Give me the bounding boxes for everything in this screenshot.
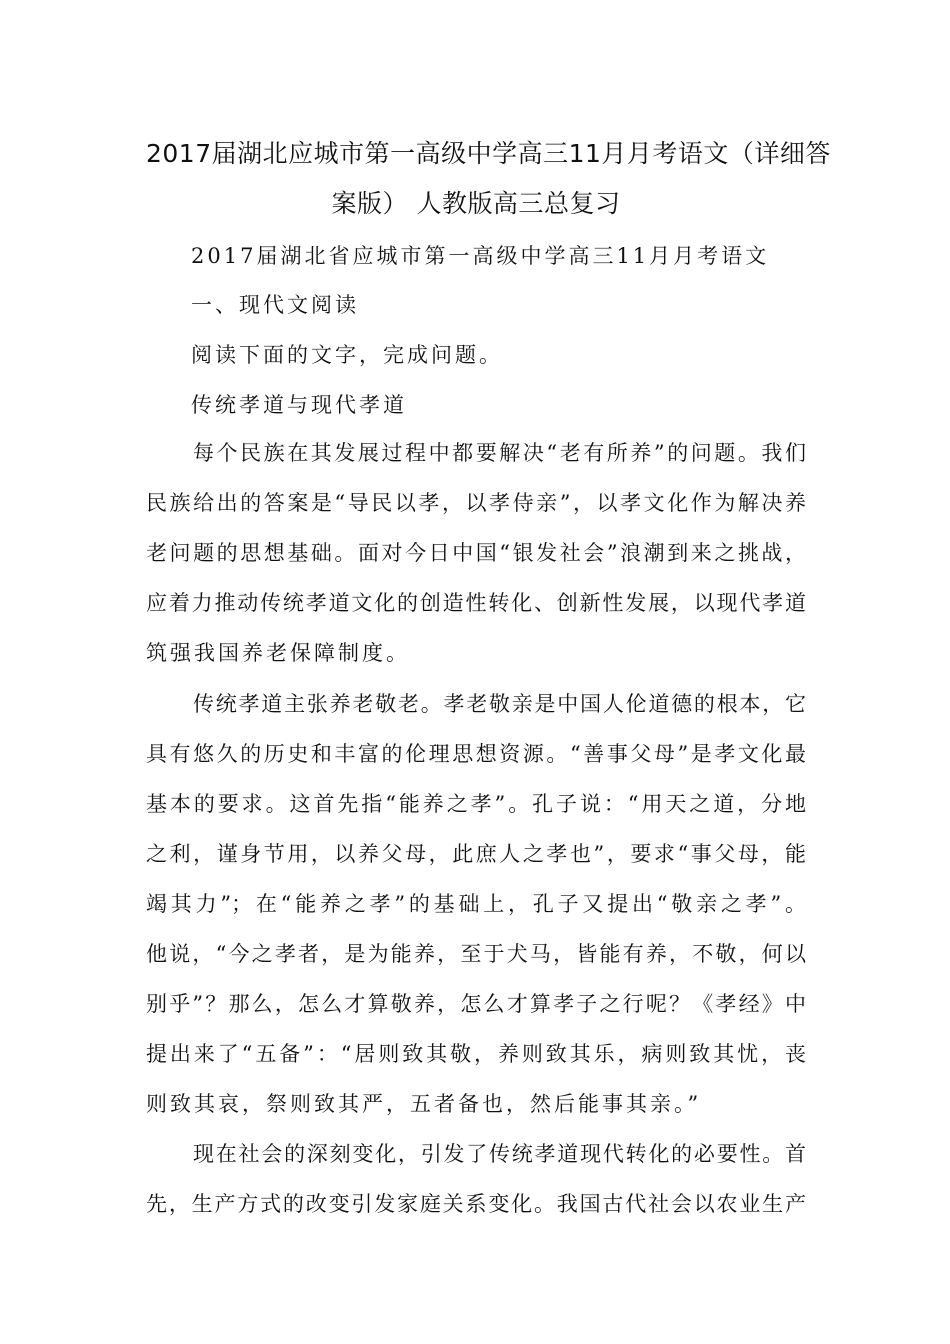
paragraph-3-line-1: 现在社会的深刻变化，引发了传统孝道现代转化的必要性。首: [193, 1142, 806, 1166]
paragraph-2-line-2: 具有悠久的历史和丰富的伦理思想资源。“善事父母”是孝文化最: [146, 742, 806, 766]
paragraph-1-line-4: 应着力推动传统孝道文化的创造性转化、创新性发展，以现代孝道: [146, 591, 806, 615]
article-title: 传统孝道与现代孝道: [191, 393, 407, 417]
paragraph-2-line-7: 别乎”？那么，怎么才算敬养，怎么才算孝子之行呢？《孝经》中: [146, 992, 806, 1016]
reading-instruction: 阅读下面的文字，完成问题。: [191, 343, 503, 367]
paragraph-2-line-5: 竭其力”；在“能养之孝”的基础上，孔子又提出“敬亲之孝”。: [146, 892, 806, 916]
exam-subtitle: 2017届湖北省应城市第一高级中学高三11月月考语文: [191, 244, 770, 268]
document-title-line-1: 2017届湖北应城市第一高级中学高三11月月考语文（详细答: [146, 139, 831, 168]
paragraph-1-line-3: 老问题的思想基础。面对今日中国“银发社会”浪潮到来之挑战，: [146, 541, 806, 565]
paragraph-1-line-2: 民族给出的答案是“导民以孝，以孝侍亲”，以孝文化作为解决养: [146, 491, 806, 515]
document-title-line-2: 案版） 人教版高三总复习: [331, 189, 621, 218]
section-heading: 一、现代文阅读: [191, 293, 359, 317]
paragraph-2-line-4: 之利，谨身节用，以养父母，此庶人之孝也”，要求“事父母，能: [146, 842, 806, 866]
paragraph-2-line-8: 提出来了“五备”：“居则致其敬，养则致其乐，病则致其忧，丧: [146, 1042, 806, 1066]
paragraph-2-line-6: 他说，“今之孝者，是为能养，至于犬马，皆能有养，不敬，何以: [146, 942, 806, 966]
paragraph-1-line-1: 每个民族在其发展过程中都要解决“老有所养”的问题。我们: [193, 441, 806, 465]
paragraph-2-line-9: 则致其哀，祭则致其严，五者备也，然后能事其亲。”: [146, 1092, 702, 1116]
paragraph-3-line-2: 先，生产方式的改变引发家庭关系变化。我国古代社会以农业生产: [146, 1192, 806, 1216]
paragraph-2-line-3: 基本的要求。这首先指“能养之孝”。孔子说：“用天之道，分地: [146, 792, 806, 816]
paragraph-2-line-1: 传统孝道主张养老敬老。孝老敬亲是中国人伦道德的根本，它: [193, 692, 806, 716]
paragraph-1-line-5: 筑强我国养老保障制度。: [146, 641, 410, 665]
